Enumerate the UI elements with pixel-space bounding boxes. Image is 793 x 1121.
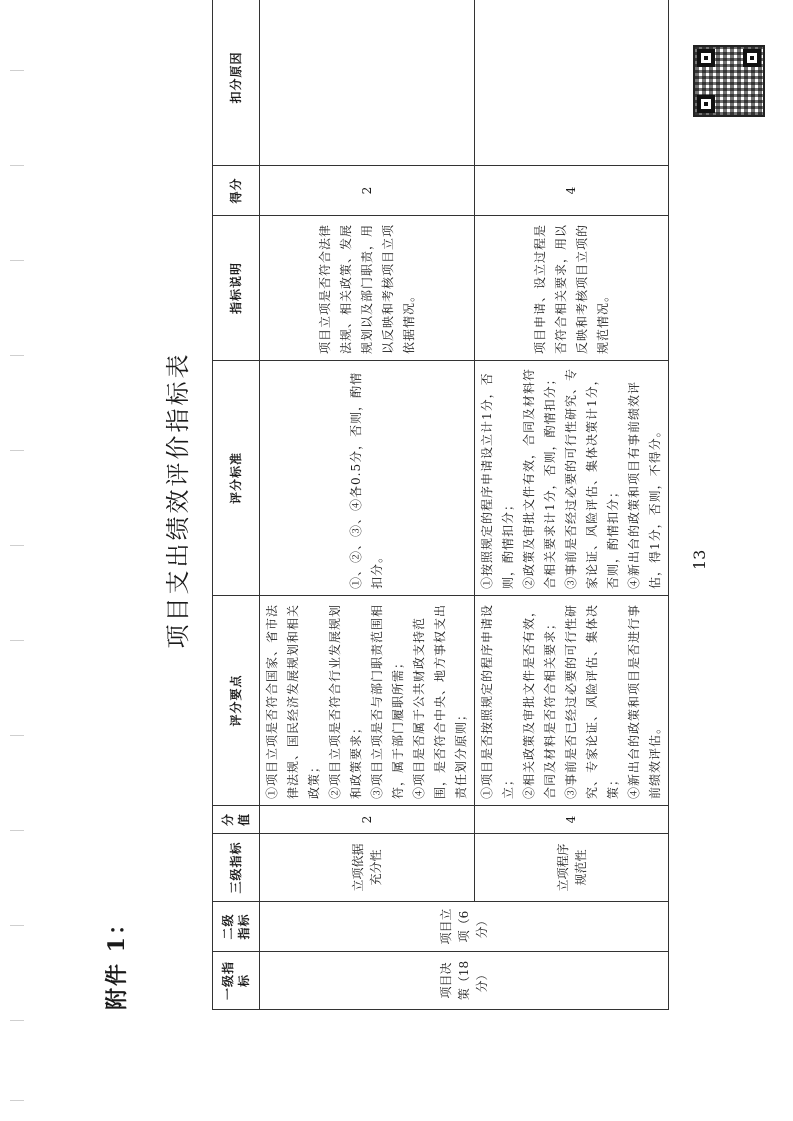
deduction-reason-cell [475, 0, 669, 166]
description-cell: 项目申请、设立过程是否符合相关要求，用以反映和考核项目立项的规范情况。 [475, 216, 669, 361]
header-cell: 一级指标 [213, 952, 260, 1010]
criteria-cell [475, 361, 669, 596]
key-point-item: ①项目立项是否符合国家、省市法律法规、国民经济发展规划和相关政策； [265, 603, 321, 799]
key-point-item: ②项目立项是否符合行业发展规划和政策要求； [328, 603, 363, 799]
deduction-reason-cell [260, 0, 475, 166]
evaluation-indicator-table [212, 0, 669, 1010]
key-point-item: ①项目是否按照规定的程序申请设立； [480, 603, 515, 799]
header-cell: 评分要点 [213, 596, 260, 806]
criteria-item: ①按照规定的程序申请设立计1分，否则，酌情扣分； [480, 372, 515, 589]
header-cell: 评分标准 [213, 361, 260, 596]
table-header-row [213, 0, 260, 1010]
page-title: 项目支出绩效评价指标表 [164, 351, 192, 649]
points-cell: 4 [475, 806, 669, 834]
key-points-cell [260, 596, 475, 806]
key-point-item: ③事前是否已经过必要的可行性研究、专家论证、风险评估、集体决策； [564, 603, 620, 799]
score-cell: 2 [260, 166, 475, 216]
criteria-cell [260, 361, 475, 596]
page-number: 13 [690, 549, 709, 570]
rotated-page-content [40, 0, 720, 1010]
table-row [475, 0, 669, 1010]
header-cell: 二级指标 [213, 902, 260, 952]
description-cell: 项目立项是否符合法律法规、相关政策、发展规划以及部门职责，用以反映和考核项目立项依据情况。 [260, 216, 475, 361]
level2-indicator-cell: 项目立项（6分） [260, 902, 669, 952]
header-cell: 指标说明 [213, 216, 260, 361]
key-points-cell [475, 596, 669, 806]
score-cell: 4 [475, 166, 669, 216]
header-cell: 三级指标 [213, 834, 260, 902]
criteria-item: ②政策及审批文件有效，合同及材料符合相关要求计1分，否则，酌情扣分； [522, 367, 557, 589]
points-cell: 2 [260, 806, 475, 834]
criteria-item: ④新出台的政策和项目有事前绩效评估，得1分，否则，不得分。 [627, 380, 662, 589]
header-cell: 得分 [213, 166, 260, 216]
key-point-item: ④新出台的政策和项目是否进行事前绩效评估。 [627, 603, 662, 799]
annex-label: 附件 1： [104, 911, 130, 1010]
table-row [260, 0, 475, 1010]
level1-indicator-cell: 项目决策（18分） [260, 952, 669, 1010]
criteria-item: ③事前是否经过必要的可行性研究、专家论证、风险评估、集体决策计1分，否则，酌情扣分； [564, 367, 620, 589]
header-cell: 分值 [213, 806, 260, 834]
binding-margin-marks [0, 0, 24, 1121]
key-point-item: ②相关政策及审批文件是否有效，合同及材料是否符合相关要求； [522, 603, 557, 799]
key-point-item: ④项目是否属于公共财政支持范围，是否符合中央、地方事权支出责任划分原则； [412, 603, 468, 799]
key-point-item: ③项目立项是否与部门职责范围相符，属于部门履职所需； [370, 603, 405, 799]
header-cell: 扣分原因 [213, 0, 260, 166]
criteria-item: ①、②、③、④各0.5分，否则，酌情扣分。 [349, 371, 384, 589]
level3-indicator-cell: 立项程序规范性 [475, 834, 669, 902]
level3-indicator-cell: 立项依据充分性 [260, 834, 475, 902]
